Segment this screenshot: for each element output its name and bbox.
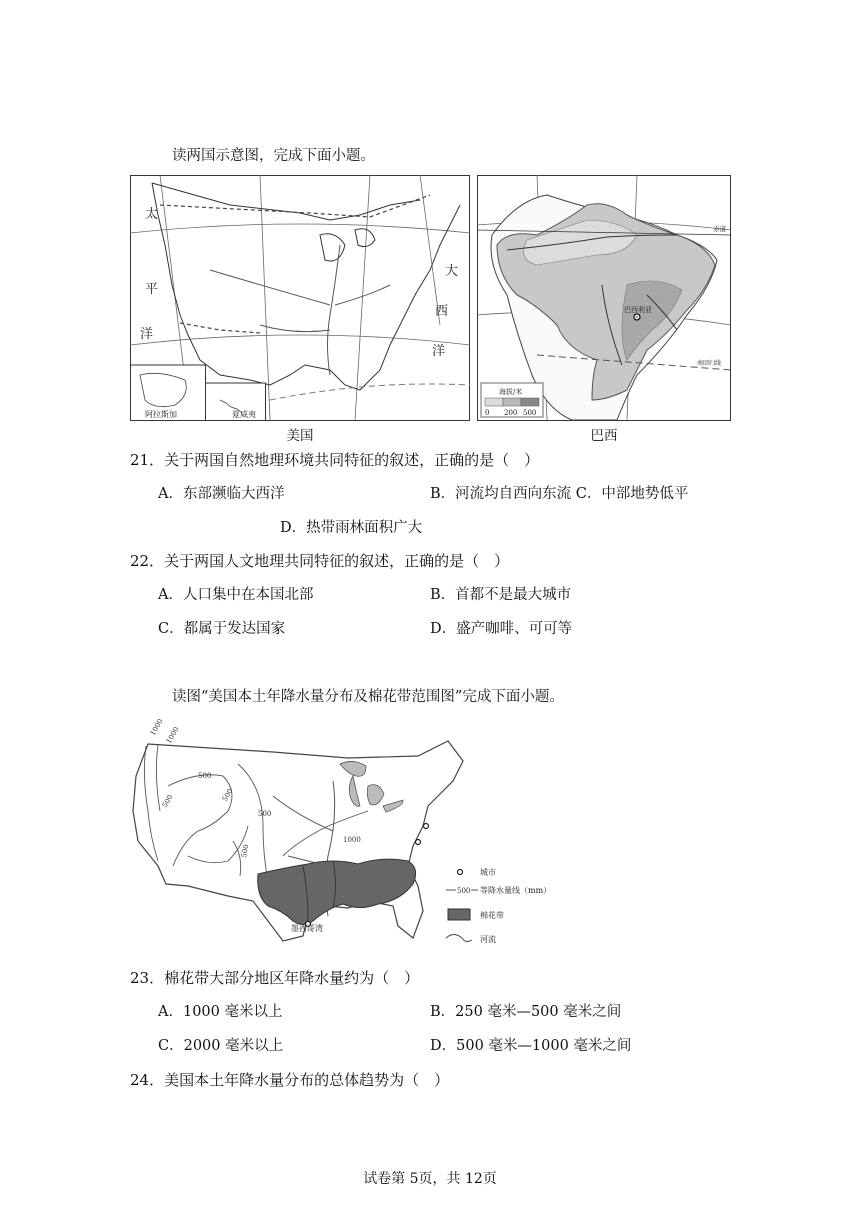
isohyet-label-500c: 500 bbox=[220, 787, 235, 803]
elevation-legend-title: 海拔/米 bbox=[499, 388, 523, 396]
question-23-option-c: C．2000 毫米以上 bbox=[158, 1038, 284, 1054]
atlantic-label-1: 大 bbox=[445, 264, 459, 279]
question-22-option-a: A．人口集中在本国北部 bbox=[158, 587, 314, 603]
question-21-option-d: D．热带雨林面积广大 bbox=[280, 520, 423, 536]
isohyet-label-500d: 500 bbox=[258, 810, 272, 818]
question-22-option-c: C．都属于发达国家 bbox=[158, 621, 286, 637]
question-24-stem: 24．美国本土年降水量分布的总体趋势为（ ） bbox=[130, 1071, 450, 1089]
capital-label: 巴西利亚 bbox=[624, 306, 652, 314]
question-21-option-bc: B．河流均自西向东流 C．中部地势低平 bbox=[430, 486, 689, 502]
legend-city-label: 城市 bbox=[480, 868, 496, 877]
tropic-label: 南回归线 bbox=[697, 360, 722, 367]
question-22-option-b: B．首都不是最大城市 bbox=[430, 587, 572, 603]
hawaii-label: 夏威夷 bbox=[232, 410, 256, 419]
question-23-option-a: A．1000 毫米以上 bbox=[158, 1004, 283, 1020]
question-21-option-a: A．东部濒临大西洋 bbox=[158, 486, 285, 502]
isohyet-label-1000c: 1000 bbox=[343, 836, 361, 844]
question-23-stem: 23．棉花带大部分地区年降水量约为（ ） bbox=[130, 969, 420, 987]
question-22-option-d: D．盛产咖啡、可可等 bbox=[430, 621, 573, 637]
brazil-map bbox=[477, 175, 731, 421]
pacific-label-2: 平 bbox=[145, 282, 159, 297]
usa-map-caption: 美国 bbox=[286, 428, 314, 444]
alaska-label: 阿拉斯加 bbox=[145, 410, 177, 419]
question-22-stem: 22．关于两国人文地理共同特征的叙述，正确的是（ ） bbox=[130, 552, 510, 570]
usa-map bbox=[130, 175, 470, 421]
isohyet-label-500e: 500 bbox=[240, 843, 251, 859]
intro-text-2: 读图“美国本土年降水量分布及棉花带范围图”完成下面小题。 bbox=[172, 689, 564, 705]
precipitation-map bbox=[128, 716, 552, 956]
page-footer: 试卷第 5页，共 12页 bbox=[363, 1171, 497, 1187]
isohyet-label-1000a: 1000 bbox=[148, 717, 165, 737]
isohyet-label-500a: 500 bbox=[160, 793, 175, 809]
elevation-tick-500: 500 bbox=[523, 409, 537, 417]
isohyet-label-1000b: 1000 bbox=[164, 725, 181, 745]
gulf-of-mexico-label: 墨西哥湾 bbox=[291, 924, 323, 933]
pacific-label-3: 洋 bbox=[140, 327, 154, 342]
equator-label: 赤道 bbox=[713, 225, 726, 233]
legend-isohyet-label: 等降水量线（mm） bbox=[480, 886, 552, 895]
elevation-tick-200: 200 bbox=[504, 409, 518, 417]
question-23-option-b: B．250 毫米—500 毫米之间 bbox=[430, 1004, 622, 1020]
atlantic-label-2: 西 bbox=[435, 304, 449, 319]
question-23-option-d: D．500 毫米—1000 毫米之间 bbox=[430, 1038, 632, 1054]
brazil-map-caption: 巴西 bbox=[590, 428, 618, 444]
legend-isohyet-value: 500 bbox=[457, 887, 471, 895]
legend-cotton-label: 棉花带 bbox=[480, 911, 504, 920]
atlantic-label-3: 洋 bbox=[432, 344, 446, 359]
legend-river-label: 河流 bbox=[480, 935, 496, 944]
question-21-stem: 21．关于两国自然地理环境共同特征的叙述，正确的是（ ） bbox=[130, 451, 540, 469]
intro-text-1: 读两国示意图，完成下面小题。 bbox=[172, 148, 375, 164]
isohyet-label-500b: 500 bbox=[198, 772, 212, 780]
elevation-tick-0: 0 bbox=[485, 409, 490, 417]
pacific-label-1: 太 bbox=[145, 207, 159, 222]
